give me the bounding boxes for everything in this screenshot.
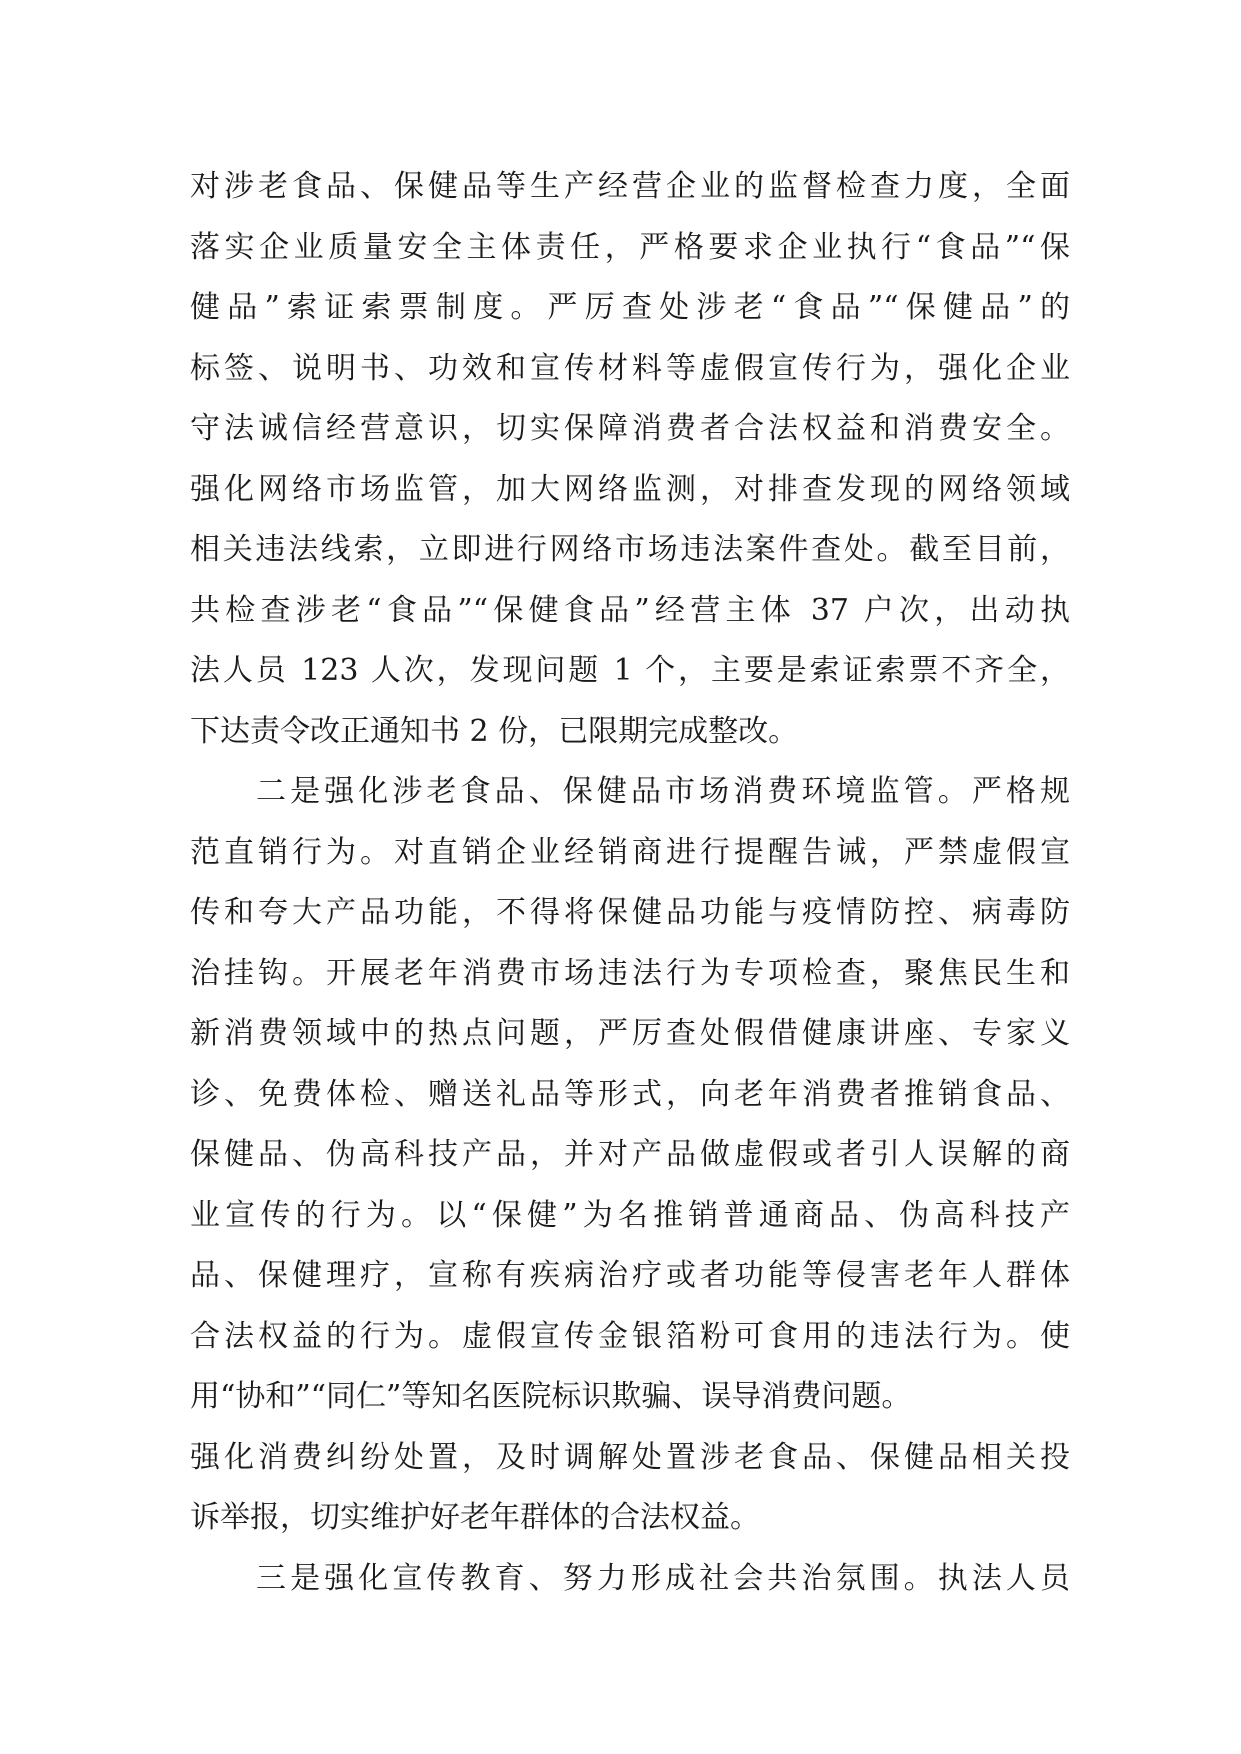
text-line: 诊、免费体检、赠送礼品等形式，向老年消费者推销食品、 [190,1076,1070,1112]
text-line: 传和夸大产品功能，不得将保健品功能与疫情防控、病毒防 [190,895,1070,930]
text-line: 用“协和”“同仁”等知名医院标识欺骗、误导消费问题。 [190,1379,912,1414]
text-line: 强化网络市场监管，加大网络监测，对排查发现的网络领域 [190,471,1070,507]
text-line: 落实企业质量安全主体责任，严格要求企业执行“食品”“保 [190,229,1070,265]
text-line: 健品”索证索票制度。严厉查处涉老“食品”“保健品”的 [190,290,1070,325]
text-line: 相关违法线索，立即进行网络市场违法案件查处。截至目前， [190,532,1070,567]
text-line: 强化消费纠纷处置，及时调解处置涉老食品、保健品相关投 [190,1439,1070,1475]
paragraph-start-line: 三是强化宣传教育、努力形成社会共治氛围。执法人员 [256,1560,1070,1596]
text-line: 保健品、伪高科技产品，并对产品做虚假或者引人误解的商 [190,1137,1070,1172]
text-line: 合法权益的行为。虚假宣传金银箔粉可食用的违法行为。使 [190,1318,1070,1354]
body-text [190,157,1070,1609]
paragraph-start-line: 二是强化涉老食品、保健品市场消费环境监管。严格规 [256,774,1070,809]
text-line: 守法诚信经营意识，切实保障消费者合法权益和消费安全。 [190,411,1070,446]
text-line: 法人员 123 人次，发现问题 1 个，主要是索证索票不齐全， [190,653,1070,688]
text-line: 共检查涉老“食品”“保健食品”经营主体 37 户次，出动执 [190,592,1070,628]
text-line: 品、保健理疗，宣称有疾病治疗或者功能等侵害老年人群体 [190,1258,1070,1293]
text-line: 下达责令改正通知书 2 份，已限期完成整改。 [190,713,799,749]
text-line: 新消费领域中的热点问题，严厉查处假借健康讲座、专家义 [190,1016,1070,1051]
text-line: 治挂钩。开展老年消费市场违法行为专项检查，聚焦民生和 [190,955,1070,991]
text-line: 对涉老食品、保健品等生产经营企业的监督检查力度，全面 [190,169,1070,204]
text-line: 业宣传的行为。以“保健”为名推销普通商品、伪高科技产 [190,1197,1070,1233]
text-line: 范直销行为。对直销企业经销商进行提醒告诫，严禁虚假宣 [190,834,1070,870]
text-line: 标签、说明书、功效和宣传材料等虚假宣传行为，强化企业 [190,350,1070,386]
text-line: 诉举报，切实维护好老年群体的合法权益。 [190,1500,760,1535]
